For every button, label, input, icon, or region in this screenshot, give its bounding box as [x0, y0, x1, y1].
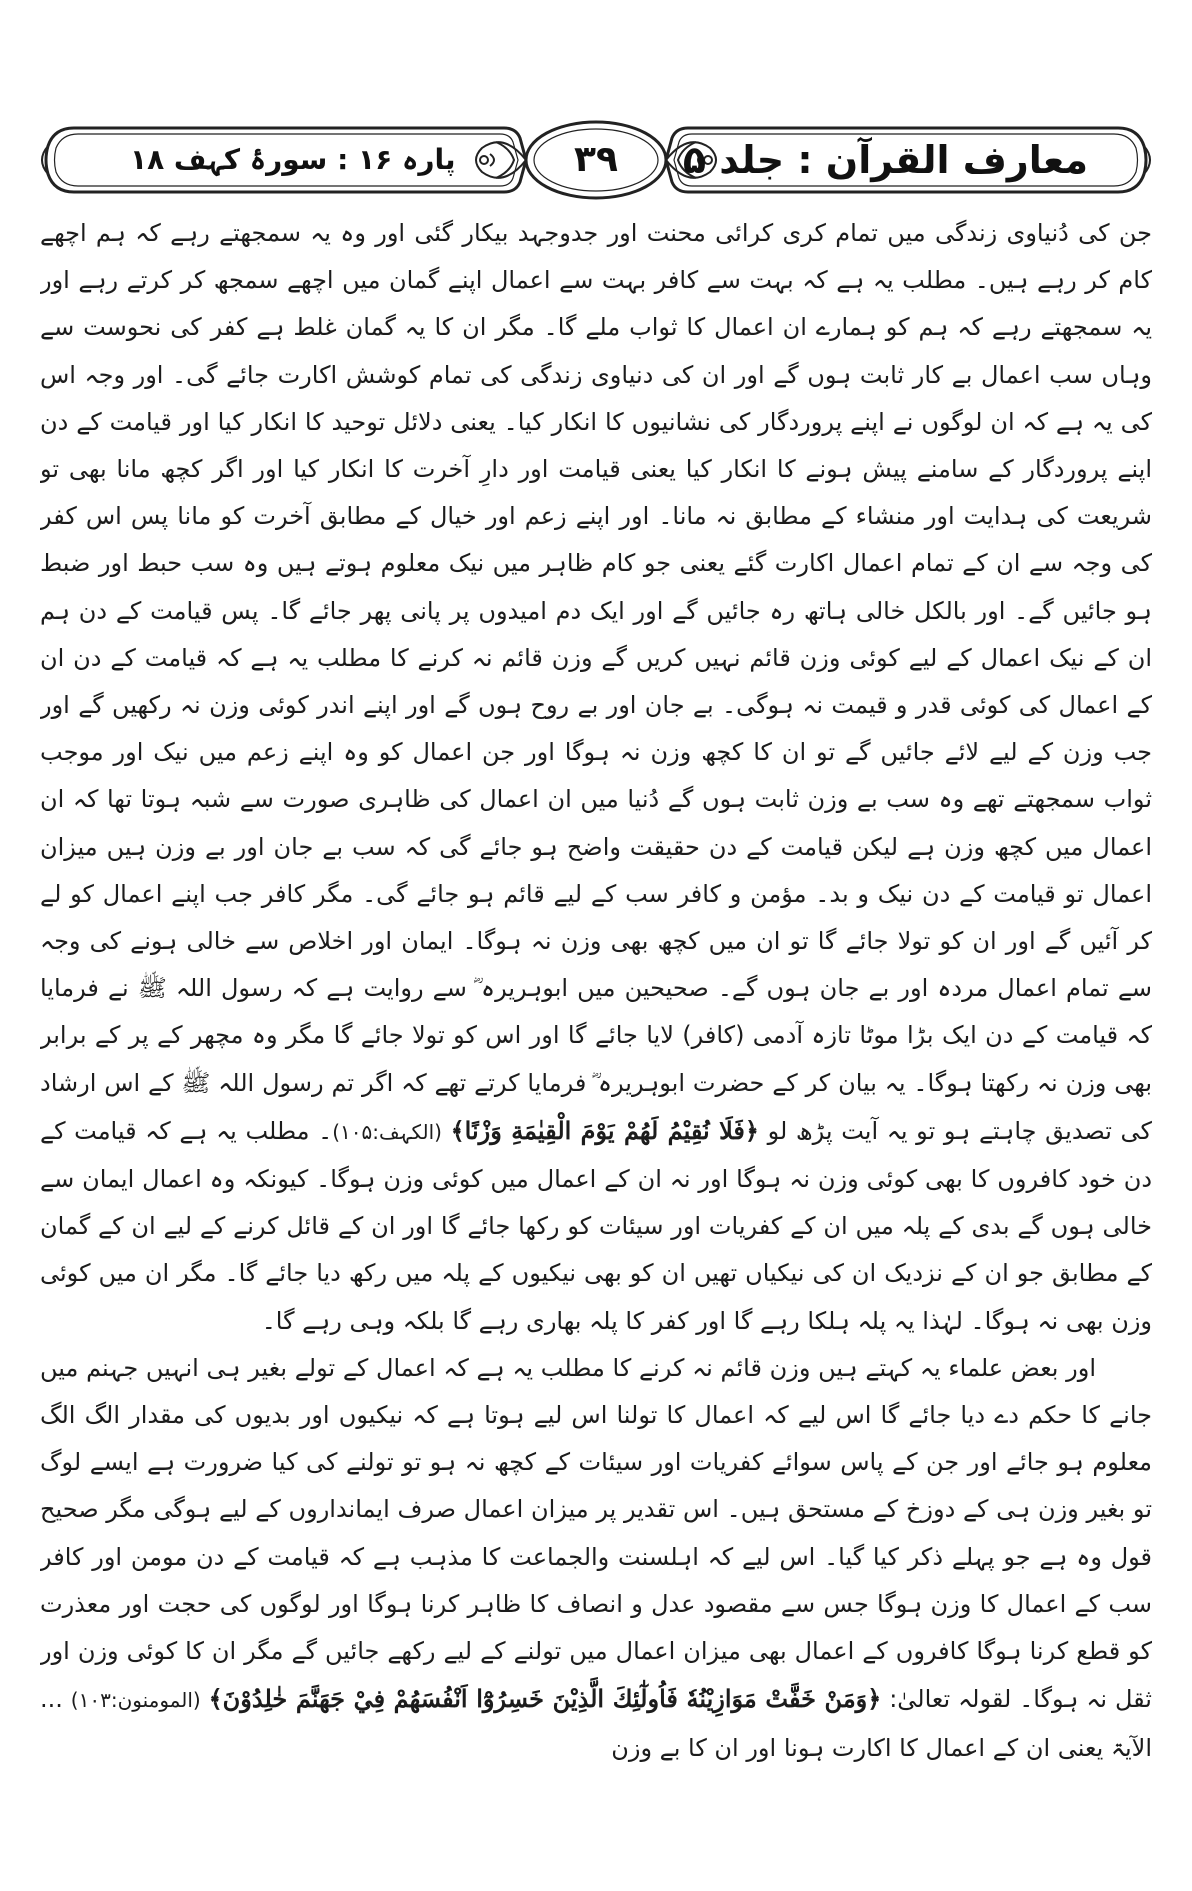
verse-reference-muminun: (المومنون:۱۰۳) [70, 1688, 201, 1713]
paragraph-2-text-a: اور بعض علماء یہ کہتے ہیں وزن قائم نہ کرنے کا مطلب یہ ہے کہ اعمال کے تولے بغیر ہی انہیں جہنم میں جانے کا حکم دے دیا جائے گا اس لیے کہ اعمال کا تولنا اس لیے ہوتا ہے کہ نیکیوں اور بدیوں کی مقدار الگ الگ معلوم ہو جائے اور جن کے پاس سوائے کفریات اور سیئات کے کچھ نہ ہو تو تولنے کی کیا ضرورت ہے ایسے لوگ تو بغیر وزن ہی کے دوزخ کے مستحق ہیں۔ اس تقدیر پر میزان اعمال صرف ایمانداروں کے لیے ہوگی مگر صحیح قول وہ ہے جو پہلے ذکر کیا گیا۔ اس لیے کہ اہلسنت والجماعت کا مذہب ہے کہ قیامت کے دن مومن اور کافر سب کے اعمال کا وزن ہوگا جس سے مقصود عدل و انصاف کا ظاہر کرنا ہوگا اور لوگوں کی حجت اور معذرت کو قطع کرنا ہوگا کافروں کے اعمال بھی میزان اعمال میں تولنے کے لیے رکھے جائیں گے مگر ان کا کوئی وزن اور ثقل نہ ہوگا۔ لقولہ تعالیٰ: [40, 1353, 1152, 1714]
quran-verse-kahf-105: ﴿فَلَا نُقِيْمُ لَهُمْ يَوْمَ الْقِيٰمَةِ وَزْنًا﴾ [450, 1115, 759, 1145]
page-number: ۳۹ [574, 139, 618, 180]
paragraph-2 [40, 1345, 1152, 1772]
book-title: معارف القرآن : جلد ۵ [682, 138, 1088, 182]
para-surah-info: پارہ ۱۶ : سورۂ کہف ۱۸ [130, 143, 456, 176]
paragraph-1-text-a: جن کی دُنیاوی زندگی میں تمام کری کرائی محنت اور جدوجہد بیکار گئی اور وہ یہ سمجھتے رہے کہ ہم اچھے کام کر رہے ہیں۔ مطلب یہ ہے کہ بہت سے کافر بہت سے اعمال اپنے گمان میں اچھے سمجھ کر کرتے رہے اور یہ سمجھتے رہے کہ ہم کو ہمارے ان اعمال کا ثواب ملے گا۔ مگر ان کا یہ گمان غلط ہے کفر کی نحوست سے وہاں سب اعمال بے کار ثابت ہوں گے اور ان کی دنیاوی زندگی کی تمام کوشش اکارت جائے گی۔ اور وجہ اس کی یہ ہے کہ ان لوگوں نے اپنے پروردگار کی نشانیوں کا انکار کیا۔ یعنی دلائل توحید کا انکار کیا اور قیامت کے دن اپنے پروردگار کے سامنے پیش ہونے کا انکار کیا یعنی قیامت اور دارِ آخرت کا انکار کیا اور اگر کچھ مانا بھی تو شریعت کی ہدایت اور منشاء کے مطابق نہ مانا۔ اور اپنے زعم اور خیال کے مطابق آخرت کو مانا پس اس کفر کی وجہ سے ان کے تمام اعمال اکارت گئے یعنی جو کام ظاہر میں نیک معلوم ہوتے ہیں وہ سب حبط اور ضبط ہو جائیں گے۔ اور بالکل خالی ہاتھ رہ جائیں گے اور ایک دم امیدوں پر پانی پھر جائے گا۔ پس قیامت کے دن ہم ان کے نیک اعمال کے لیے کوئی وزن قائم نہیں کریں گے وزن قائم نہ کرنے کا مطلب یہ ہے کہ قیامت کے دن ان کے اعمال کی کوئی قدر و قیمت نہ ہوگی۔ بے جان اور بے روح ہوں گے اور اپنے اندر کوئی وزن نہ رکھیں گے اور جب وزن کے لیے لائے جائیں گے تو ان کا کچھ وزن نہ ہوگا اور جن اعمال کو وہ اپنے زعم میں نیک اور موجب ثواب سمجھتے تھے وہ سب بے وزن ثابت ہوں گے دُنیا میں ان اعمال کی ظاہری صورت سے شبہ ہوتا تھا کہ ان اعمال میں کچھ وزن ہے لیکن قیامت کے دن حقیقت واضح ہو جائے گی کہ سب بے جان اور بے وزن ہیں میزان اعمال تو قیامت کے دن نیک و بد۔ مؤمن و کافر سب کے لیے قائم ہو جائے گی۔ مگر کافر جب اپنے اعمال کو لے کر آئیں گے اور ان کو تولا جائے گا تو ان میں کچھ بھی وزن نہ ہوگا۔ ایمان اور اخلاص سے خالی ہونے کی وجہ سے تمام اعمال مردہ اور بے جان ہوں گے۔ صحیحین میں ابوہریرہ ؓ سے روایت ہے کہ رسول اللہ ﷺ نے فرمایا کہ قیامت کے دن ایک بڑا موٹا تازہ آدمی (کافر) لایا جائے گا اور اس کو تولا جائے گا مگر وہ مچھر کے پر کے برابر بھی وزن نہ رکھتا ہوگا۔ یہ بیان کر کے حضرت ابوہریرہ ؓ فرمایا کرتے تھے کہ اگر تم رسول اللہ ﷺ کے اس ارشاد کی تصدیق چاہتے ہو تو یہ آیت پڑھ لو [40, 219, 1152, 1145]
paragraph-1 [40, 210, 1152, 1345]
paragraph-1-text-b: ۔ مطلب یہ ہے کہ قیامت کے دن خود کافروں کا بھی کوئی وزن نہ ہوگا اور نہ ان کے اعمال میں کوئی وزن ہوگا۔ کیونکہ وہ اعمال ایمان سے خالی ہوں گے بدی کے پلہ میں ان کے کفریات اور سیئات کو رکھا جائے گا اور ان کے قائل کرنے کے لیے ان کے گمان کے مطابق جو ان کے نزدیک ان کی نیکیاں تھیں ان کو بھی نیکیوں کے پلہ میں رکھ دیا جائے گا۔ مگر ان میں کوئی وزن بھی نہ ہوگا۔ لہٰذا یہ پلہ ہلکا رہے گا اور کفر کا پلہ بھاری رہے گا بلکہ وہی رہے گا۔ [40, 1116, 1152, 1335]
quran-verse-muminun-103: ﴿وَمَنْ خَفَّتْ مَوَازِيْنُهٗ فَاُولٰٓئِكَ الَّذِيْنَ خَسِرُوْٓا اَنْفُسَهُمْ فِيْ جَهَنَّمَ خٰلِدُوْنَ﴾ [208, 1684, 882, 1714]
page-body-text [40, 210, 1152, 1870]
paragraph-2-text-b: ... الآیۃ یعنی ان کے اعمال کا اکارت ہونا اور ان کا بے وزن [40, 1685, 1152, 1762]
verse-reference-kahf: (الکہف:۱۰۵) [332, 1119, 442, 1144]
page-header [34, 118, 1158, 202]
